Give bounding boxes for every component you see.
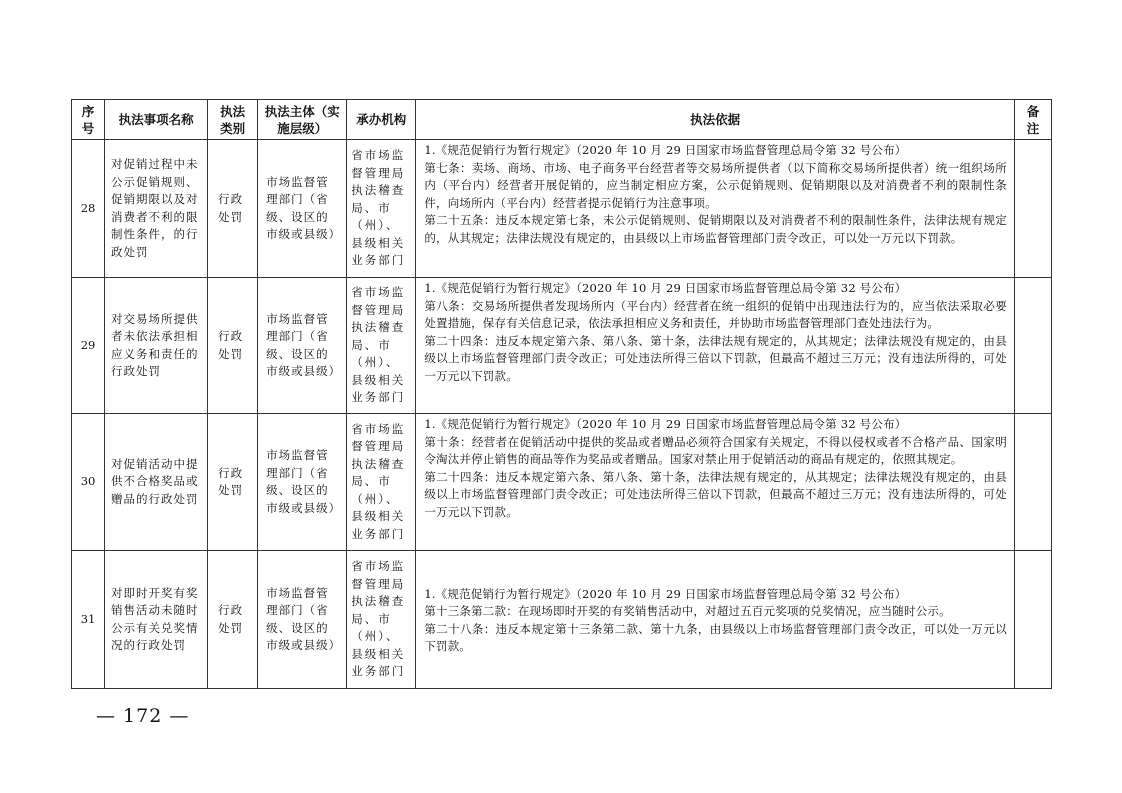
subject: 市场监督管理部门（省级、设区的市级或县级） <box>258 414 347 551</box>
subject: 市场监督管理部门（省级、设区的市级或县级） <box>258 278 347 414</box>
note <box>1014 140 1051 278</box>
basis-line: 第七条：卖场、商场、市场、电子商务平台经营者等交易场所提供者（以下简称交易场所提供者）统一组织场所内（平台内）经营者开展促销的，应当制定相应方案，公示促销规则、促销期限以及对消费者不利的限制性条件，向场所内（平台内）经营者提示促销行为注意事项。 <box>424 160 1007 210</box>
header-note: 备注 <box>1014 100 1051 140</box>
item-name: 对促销活动中提供不合格奖品或赠品的行政处罚 <box>105 414 208 551</box>
header-subject: 执法主体（实施层级） <box>258 100 347 140</box>
basis-line: 第二十五条：违反本规定第七条，未公示促销规则、促销期限以及对消费者不利的限制性条件，法律法规有规定的，从其规定；法律法规没有规定的，由县级以上市场监督管理部门责令改正，可以处一万元以下罚款。 <box>424 213 1007 245</box>
basis-line: 1.《规范促销行为暂行规定》（2020 年 10 月 29 日国家市场监督管理总局令第 32 号公布） <box>424 281 907 295</box>
basis-line: 第十条：经营者在促销活动中提供的奖品或者赠品必须符合国家有关规定，不得以侵权或者不合格产品、国家明令淘汰并停止销售的商品等作为奖品或者赠品。国家对禁止用于促销活动的商品有规定的，依照其规定。 <box>424 434 1007 466</box>
page-number: — 172 — <box>96 705 190 727</box>
handling-org: 省市场监督管理局执法稽查局、市（州）、县级相关业务部门 <box>347 140 416 278</box>
category: 行政处罚 <box>208 140 258 278</box>
table-header-row <box>72 100 1052 140</box>
handling-org: 省市场监督管理局执法稽查局、市（州）、县级相关业务部门 <box>347 278 416 414</box>
note <box>1014 278 1051 414</box>
row-number: 28 <box>72 140 105 278</box>
table-row <box>72 551 1052 689</box>
enforcement-items-table <box>71 99 1052 689</box>
legal-basis <box>416 140 1015 278</box>
header-category: 执法类别 <box>208 100 258 140</box>
header-item-name: 执法事项名称 <box>105 100 208 140</box>
header-basis: 执法依据 <box>416 100 1015 140</box>
basis-line: 第十三条第二款：在现场即时开奖的有奖销售活动中，对超过五百元奖项的兑奖情况，应当随时公示。 <box>424 604 951 618</box>
header-org: 承办机构 <box>347 100 416 140</box>
note <box>1014 551 1051 689</box>
row-number: 30 <box>72 414 105 551</box>
basis-line: 1.《规范促销行为暂行规定》（2020 年 10 月 29 日国家市场监督管理总局令第 32 号公布） <box>424 417 907 431</box>
item-name: 对交易场所提供者未依法承担相应义务和责任的行政处罚 <box>105 278 208 414</box>
table-row <box>72 140 1052 278</box>
subject: 市场监督管理部门（省级、设区的市级或县级） <box>258 140 347 278</box>
basis-line: 第二十四条：违反本规定第六条、第八条、第十条，法律法规有规定的，从其规定；法律法规没有规定的，由县级以上市场监督管理部门责令改正；可处违法所得三倍以下罚款，但最高不超过三万元；没有违法所得的，可处一万元以下罚款。 <box>424 469 1007 519</box>
basis-line: 1.《规范促销行为暂行规定》（2020 年 10 月 29 日国家市场监督管理总局令第 32 号公布） <box>424 586 907 601</box>
basis-line: 1.《规范促销行为暂行规定》（2020 年 10 月 29 日国家市场监督管理总局令第 32 号公布） <box>424 143 907 157</box>
basis-line: 第二十八条：违反本规定第十三条第二款、第十九条，由县级以上市场监督管理部门责令改正，可以处一万元以下罚款。 <box>424 621 1007 653</box>
legal-basis <box>416 278 1015 414</box>
category: 行政处罚 <box>208 414 258 551</box>
legal-basis <box>416 414 1015 551</box>
category: 行政处罚 <box>208 278 258 414</box>
row-number: 31 <box>72 551 105 689</box>
basis-line: 第二十四条：违反本规定第六条、第八条、第十条，法律法规有规定的，从其规定；法律法规没有规定的，由县级以上市场监督管理部门责令改正；可处违法所得三倍以下罚款，但最高不超过三万元；没有违法所得的，可处一万元以下罚款。 <box>424 333 1007 383</box>
item-name: 对即时开奖有奖销售活动未随时公示有关兑奖情况的行政处罚 <box>105 551 208 689</box>
handling-org: 省市场监督管理局执法稽查局、市（州）、县级相关业务部门 <box>347 414 416 551</box>
table-row <box>72 414 1052 551</box>
subject: 市场监督管理部门（省级、设区的市级或县级） <box>258 551 347 689</box>
table-row <box>72 278 1052 414</box>
handling-org: 省市场监督管理局执法稽查局、市（州）、县级相关业务部门 <box>347 551 416 689</box>
row-number: 29 <box>72 278 105 414</box>
legal-basis <box>416 551 1015 689</box>
note <box>1014 414 1051 551</box>
category: 行政处罚 <box>208 551 258 689</box>
header-no: 序号 <box>72 100 105 140</box>
basis-line: 第八条：交易场所提供者发现场所内（平台内）经营者在统一组织的促销中出现违法行为的，应当依法采取必要处置措施，保存有关信息记录，依法承担相应义务和责任，并协助市场监督管理部门查处违法行为。 <box>424 298 1007 330</box>
item-name: 对促销过程中未公示促销规则、促销期限以及对消费者不利的限制性条件，的行政处罚 <box>105 140 208 278</box>
